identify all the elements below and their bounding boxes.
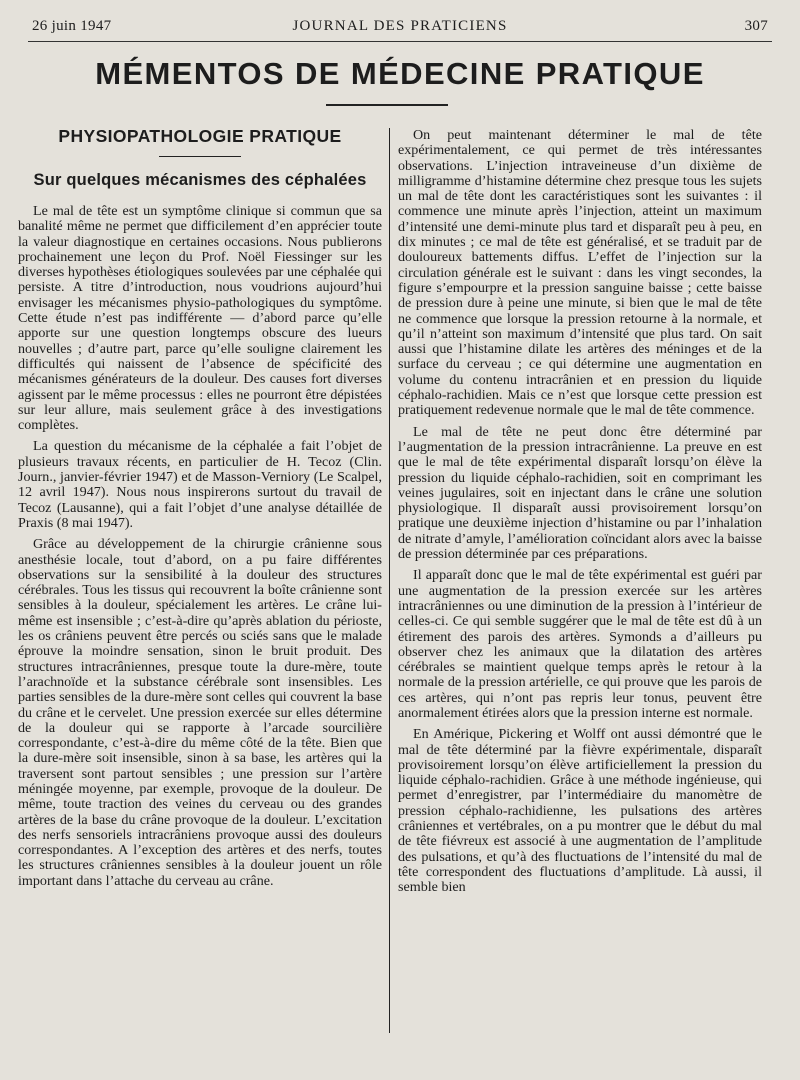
left-column [18, 124, 382, 889]
journal-name: JOURNAL DES PRATICIENS [292, 18, 508, 34]
paragraph: Le mal de tête ne peut donc être déterminé par l’augmentation de la pression intracrânienne. La preuve en est que le mal de tête expérimental disparaît lorsqu’on élève la pression du liquide céphalo-rachidien, soit en comprimant les veines jugulaires, soit en injectant dans le crâne une solution physiologique. Il disparaît aussi provisoirement lorsqu’on pratique une deuxième injection d’histamine ou par l’inhalation de nitrate d’amyle, l’amélioration coïncidant alors avec la baisse de pression déterminée par ces préparations. [398, 423, 762, 563]
paragraph: Il apparaît donc que le mal de tête expérimental est guéri par une augmentation de la pression exercée sur les artères intracrâniennes ou une diminution de la pression à l’intérieur de celles-ci. Ce qui semble suggérer que le mal de tête est dû à un étirement des parois des artères. Symonds a d’ailleurs pu observer chez les animaux que la dilatation des artères cérébrales se maintient quelque temps après le retour à la normale de la pression artérielle, ce qui prouve que les parois de ces artères, qui n’ont pas repris leur tonus, peuvent être anormalement étirées alors que la pression interne est normale. [398, 567, 762, 721]
page-number: 307 [744, 18, 768, 34]
section-heading-rule [159, 156, 241, 157]
title-rule [326, 104, 448, 106]
paragraph: La question du mécanisme de la céphalée a fait l’objet de plusieurs travaux récents, en particulier de H. Tecoz (Clin. Journ., janvier-février 1947) et de Masson-Verniory (Le Scalpel, 12 avril 1947). Nous nous inspirerons surtout du travail de Tecoz (Lausanne), qui a fait l’objet d’une analyse détaillée de Praxis (8 mai 1947). [18, 438, 382, 531]
paragraph: Le mal de tête est un symptôme clinique si commun que sa banalité même ne permet que difficilement d’en apprécier toute la valeur diagnostique en certaines occasions. Nous publierons prochainement une leçon du Prof. Noël Fiessinger sur les diverses hypothèses étiologiques soulevées par une céphalée qui persiste. A titre d’introduction, nous voudrions aujourd’hui envisager les mécanismes physio-pathologiques du symptôme. Cette étude n’est pas indifférente — d’abord parce qu’elle apporte sur une question longtemps obscure des lueurs nouvelles ; d’autre part, parce qu’elle souligne clairement les difficultés qui naissent de l’absence de spécificité des mécanismes générateurs de la douleur. Des causes fort diverses agissent par le même processus : elles ne pourront être dépistées sur leur allure, mais seulement grâce à des investigations complètes. [18, 203, 382, 434]
running-header [28, 16, 772, 38]
section-heading: PHYSIOPATHOLOGIE PRATIQUE [58, 126, 342, 146]
article-title: Sur quelques mécanismes des céphalées [33, 171, 367, 189]
main-title: MÉMENTOS DE MÉDECINE PRATIQUE [95, 56, 705, 91]
header-rule [28, 41, 772, 42]
paragraph: On peut maintenant déterminer le mal de tête expérimentalement, ce qui permet de très intéressantes observations. L’injection intraveineuse d’un dixième de milligramme d’histamine détermine chez presque tous les sujets un mal de tête dont les caractéristiques sont les suivantes : il commence une minute après l’injection, atteint un maximum d’intensité une demi-minute plus tard et disparaît peu à peu, en dix minutes ; ce mal de tête est généralisé, et se traduit par de douloureux battements diffus. L’effet de l’injection sur la circulation générale est le suivant : dans les vingt secondes, la figure s’empourpre et la pression sanguine baisse ; cette baisse de pression dure à peine une minute, si bien que le mal de tête ne commence que lorsque la pression retourne à la normale, et qu’il n’atteint son maximum d’intensité que plus tard. On sait aussi que l’histamine dilate les artères des méninges et de la surface du cerveau ; ce qui détermine une augmentation en volume du contenu intracrânien et en pression du liquide céphalo-rachidien. Mais ce n’est que lorsque cette pression est pratiquement redevenue normale que le mal de tête commence. [398, 127, 762, 419]
right-column [398, 124, 762, 896]
paragraph: En Amérique, Pickering et Wolff ont aussi démontré que le mal de tête déterminé par la fièvre expérimentale, disparaît provisoirement lorsqu’on élève artificiellement la pression du liquide céphalo-rachidien. Grâce à une méthode ingénieuse, qui permet d’enregistrer, par l’intermédiaire du manomètre de pression céphalo-rachidienne, les pulsations des artères crâniennes et vertébrales, on a pu montrer que le début du mal de tête fiévreux est associé à une augmentation de l’amplitude des pulsations, et qu’à des fluctuations de l’intensité du mal de tête correspondent des fluctuations d’amplitude. Là aussi, il semble bien [398, 726, 762, 896]
column-divider [389, 128, 390, 1033]
issue-date: 26 juin 1947 [32, 18, 112, 34]
paragraph: Grâce au développement de la chirurgie crânienne sous anesthésie locale, tout d’abord, on a pu faire différentes observations sur la sensibilité à la douleur des structures cérébrales. Tous les tissus qui recouvrent la boîte crânienne sont sensibles à la douleur, spécialement les artères. Le crâne lui-même est insensible ; c’est-à-dire qu’après ablation du périoste, les os crâniens peuvent être percés ou sciés sans que le malade éprouve la moindre sensation, sinon le bruit produit. Des structures intracrâniennes, presque toute la dure-mère, toute l’arachnoïde et la substance cérébrale sont insensibles. Les parties sensibles de la dure-mère sont celles qui couvrent la base du crâne et le cervelet. Une pression exercée sur elles détermine de la douleur qui se rapporte à l’arcade sourcilière correspondante, c’est-à-dire du même côté de la tête. Bien que la dure-mère soit insensible, sinon à sa base, les artères qui la traversent sont partout sensibles ; une pression sur l’artère méningée moyenne, par exemple, provoque de la douleur. De même, toute traction des veines du cerveau ou des grandes artères de la base du crâne provoque de la douleur. L’excitation des nerfs sensoriels intracrâniens provoque aussi des douleurs correspondantes. A l’exception des artères et des nerfs, toutes les structures crâniennes sensibles à la douleur jouent un rôle important dans l’attache du cerveau au crâne. [18, 536, 382, 889]
